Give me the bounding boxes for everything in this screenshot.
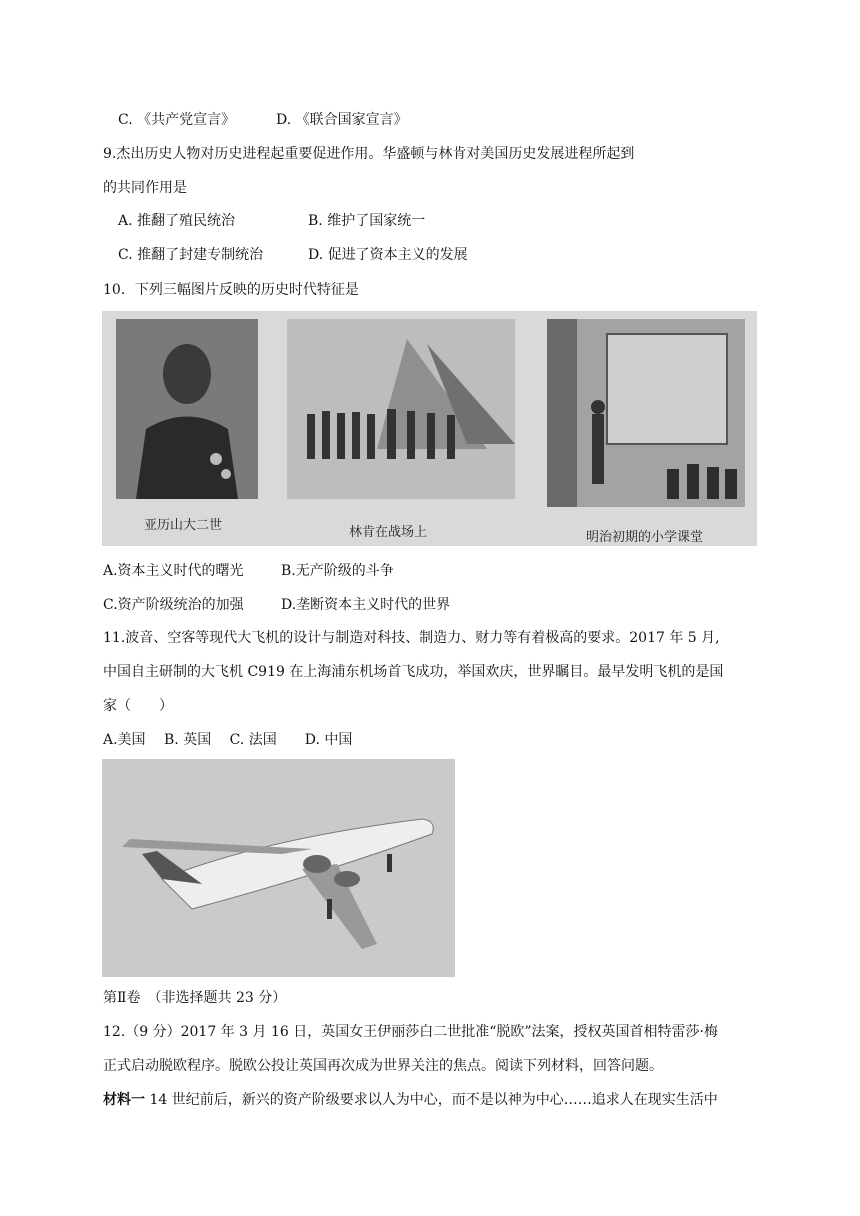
q9-options-cd: [118, 245, 468, 265]
section-ii-title: 第Ⅱ卷 （非选择题共 23 分）: [103, 990, 287, 1006]
battlefield-photo: [287, 319, 515, 499]
q11-stem-line2: 中国自主研制的大飞机 C919 在上海浦东机场首飞成功，举国欢庆，世界瞩目。最早发明飞机的是国: [103, 664, 724, 680]
q10-caption-3: 明治初期的小学课堂: [586, 530, 704, 545]
classroom-scene-icon: [547, 319, 745, 507]
portrait-figure-icon: [116, 319, 258, 499]
q10-option-b: B.无产阶级的斗争: [281, 563, 394, 579]
q11-options: A.美国 B. 英国 C. 法国 D. 中国: [103, 732, 353, 748]
q9-option-a: A. 推翻了殖民统治: [118, 213, 236, 229]
q12-stem-line1: 12.（9 分）2017 年 3 月 16 日，英国女王伊丽莎白二世批准“脱欧”法案，授权英国首相特雷莎·梅: [103, 1024, 718, 1040]
q9-stem-line1: 9.杰出历史人物对历史进程起重要促进作用。华盛顿与林肯对美国历史发展进程所起到: [103, 146, 635, 162]
q10-options-cd: [103, 595, 450, 615]
classroom-photo: [547, 319, 745, 507]
q11-stem-line1: 11.波音、空客等现代大飞机的设计与制造对科技、制造力、财力等有着极高的要求。2017 年 5 月,: [103, 630, 720, 646]
q10-image-strip: [102, 311, 757, 546]
q11-stem-line3: 家（ ）: [103, 698, 173, 714]
airplane-icon: [102, 759, 455, 977]
q8-option-d: D. 《联合国家宣言》: [276, 112, 408, 128]
q10-caption-1: 亚历山大二世: [144, 518, 223, 533]
portrait-photo: [116, 319, 258, 499]
q10-option-d: D.垄断资本主义时代的世界: [281, 597, 451, 613]
q9-option-d: D. 促进了资本主义的发展: [308, 247, 468, 263]
q9-stem-line2: 的共同作用是: [103, 180, 187, 196]
q10-option-c: C.资产阶级统治的加强: [103, 597, 244, 613]
tent-scene-icon: [287, 319, 515, 499]
q8-options: [118, 110, 408, 130]
q9-option-c: C. 推翻了封建专制统治: [118, 247, 264, 263]
material-one-text: 14 世纪前后，新兴的资产阶级要求以人为中心，而不是以神为中心……追求人在现实生活中: [145, 1092, 718, 1108]
q9-option-b: B. 维护了国家统一: [308, 213, 426, 229]
aircraft-photo: [102, 759, 455, 977]
q10-options-ab: [103, 561, 394, 581]
q8-option-c: C. 《共产党宣言》: [118, 112, 236, 128]
q10-stem: 10．下列三幅图片反映的历史时代特征是: [103, 282, 359, 298]
q12-material-one: [103, 1090, 718, 1110]
material-one-label: 材料一: [103, 1092, 145, 1108]
q10-caption-2: 林肯在战场上: [349, 525, 428, 540]
q9-options-ab: [118, 211, 425, 231]
q10-option-a: A.资本主义时代的曙光: [103, 563, 244, 579]
q12-stem-line2: 正式启动脱欧程序。脱欧公投让英国再次成为世界关注的焦点。阅读下列材料，回答问题。: [103, 1058, 663, 1074]
